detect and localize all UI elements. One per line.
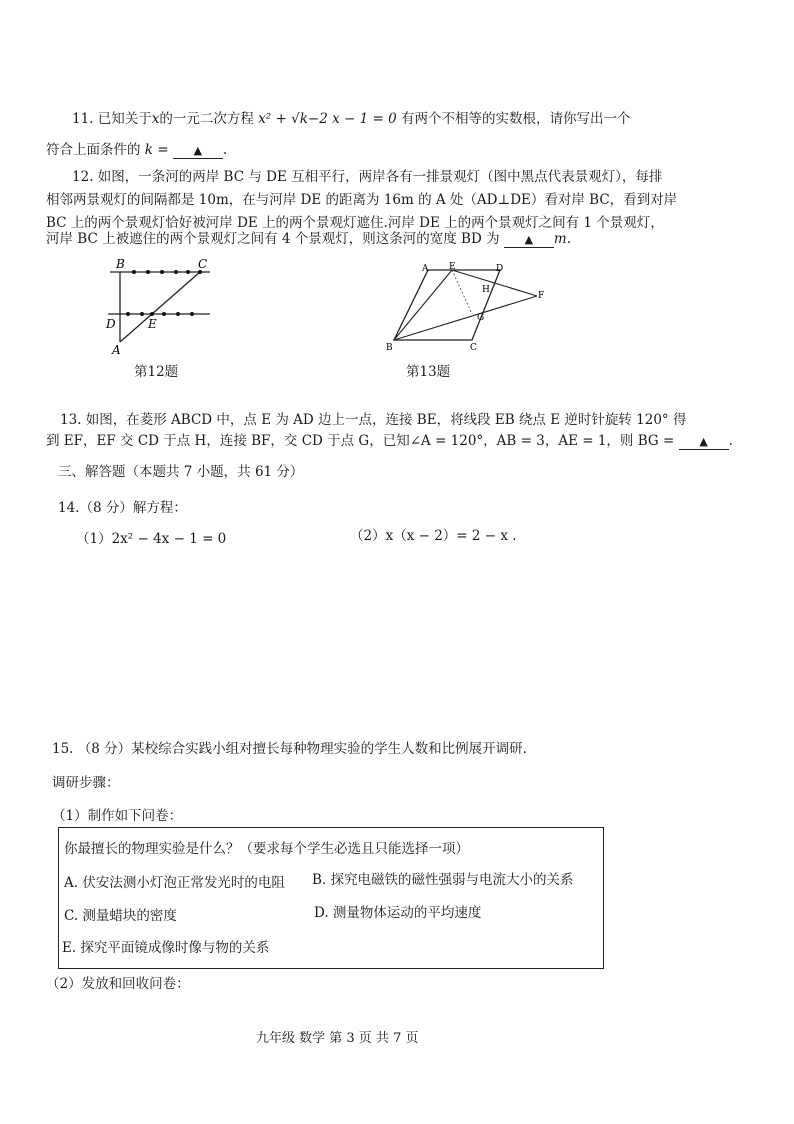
- q13-answer-blank[interactable]: [679, 433, 729, 450]
- answer-triangle-icon: ▲: [524, 233, 534, 246]
- questionnaire-option-a: A. 伏安法测小灯泡正常发光时的电阻: [64, 875, 285, 891]
- fig12-label-C: C: [198, 257, 208, 271]
- questionnaire-option-e: E. 探究平面镜成像时像与物的关系: [62, 940, 270, 956]
- q15-title: 15. （8 分）某校综合实践小组对擅长每种物理实验的学生人数和比例展开调研.: [52, 741, 527, 757]
- q12-line4: [46, 227, 571, 248]
- q14-title: 14.（8 分）解方程：: [58, 500, 187, 516]
- fig12-caption: 第12题: [134, 364, 179, 380]
- answer-triangle-icon: ▲: [193, 144, 203, 157]
- answer-triangle-icon: ▲: [699, 435, 708, 448]
- questionnaire-option-c: C. 测量蜡块的密度: [64, 908, 177, 924]
- q13-line2: [46, 429, 733, 450]
- q13-line2-prefix: 到 EF，EF 交 CD 于点 H，连接 BF，交 CD 于点 G，已知∠A = 120°，AB = 3，AE = 1，则 BG =: [46, 433, 675, 449]
- q11-line2-prefix: 符合上面条件的: [46, 142, 141, 158]
- fig13-label-B: B: [386, 343, 393, 353]
- q12-answer-blank[interactable]: [504, 231, 554, 248]
- q11-suffix: 有两个不相等的实数根，请你写出一个: [400, 111, 631, 127]
- fig13-caption: 第13题: [406, 364, 451, 380]
- q14-part2: （2）x（x − 2）= 2 − x .: [350, 528, 517, 544]
- figure-12: [100, 252, 260, 377]
- q13-line1: 13. 如图，在菱形 ABCD 中，点 E 为 AD 边上一点，连接 BE，将线段 EB 绕点 E 逆时针旋转 120° 得: [60, 412, 687, 428]
- q11-k: k =: [144, 142, 169, 158]
- questionnaire-question: 你最擅长的物理实验是什么？（要求每个学生必选且只能选择一项）: [64, 841, 469, 857]
- page-footer: 九年级 数学 第 3 页 共 7 页: [256, 1031, 419, 1046]
- fig13-label-F: F: [538, 291, 545, 301]
- fig12-label-A: A: [112, 343, 121, 357]
- q15-step1: （1）制作如下问卷：: [52, 808, 183, 824]
- fig12-label-B: B: [116, 257, 125, 271]
- q11-line2: [46, 138, 227, 159]
- fig13-label-G: G: [477, 313, 485, 323]
- q11-line1: [72, 107, 630, 127]
- section-3-heading: 三、解答题（本题共 7 小题，共 61 分）: [58, 464, 304, 480]
- q11-equation: x² + √k−2 x − 1 = 0: [258, 111, 397, 127]
- q15-steps-heading: 调研步骤：: [52, 775, 120, 791]
- figure-13: [382, 262, 562, 362]
- fig12-label-E: E: [148, 317, 157, 331]
- fig13-label-C: C: [470, 343, 477, 353]
- questionnaire-option-b: B. 探究电磁铁的磁性强弱与电流大小的关系: [312, 872, 574, 888]
- fig13-label-A: A: [422, 264, 429, 274]
- q15-step2: （2）发放和回收问卷：: [46, 976, 190, 992]
- q12-line1: 12. 如图，一条河的两岸 BC 与 DE 互相平行，两岸各有一排景观灯（图中黑点代表景观灯），每排: [72, 169, 663, 185]
- fig12-label-D: D: [106, 317, 116, 331]
- q11-mid: 的一元二次方程: [159, 111, 254, 127]
- fig13-label-E: E: [449, 262, 456, 272]
- questionnaire-option-d: D. 测量物体运动的平均速度: [314, 905, 482, 921]
- fig13-label-H: H: [482, 285, 490, 295]
- q11-prefix: 11. 已知关于: [72, 111, 152, 127]
- q12-line3: BC 上的两个景观灯恰好被河岸 DE 上的两个景观灯遮住.河岸 DE 上的两个景观灯之间有 1 个景观灯，: [46, 215, 664, 231]
- q11-var-x: x: [151, 111, 160, 127]
- q13-end: .: [728, 433, 733, 449]
- q12-line2: 相邻两景观灯的间隔都是 10m，在与河岸 DE 的距离为 16m 的 A 处（AD⊥DE）看对岸 BC，看到对岸: [46, 192, 678, 208]
- q14-part1: （1）2x² − 4x − 1 = 0: [76, 531, 227, 547]
- q12-unit: m.: [553, 231, 571, 247]
- q11-end: .: [222, 142, 228, 158]
- q11-answer-blank[interactable]: [173, 142, 223, 159]
- fig13-label-D: D: [496, 264, 504, 274]
- q12-line4-prefix: 河岸 BC 上被遮住的两个景观灯之间有 4 个景观灯，则这条河的宽度 BD 为: [46, 231, 500, 247]
